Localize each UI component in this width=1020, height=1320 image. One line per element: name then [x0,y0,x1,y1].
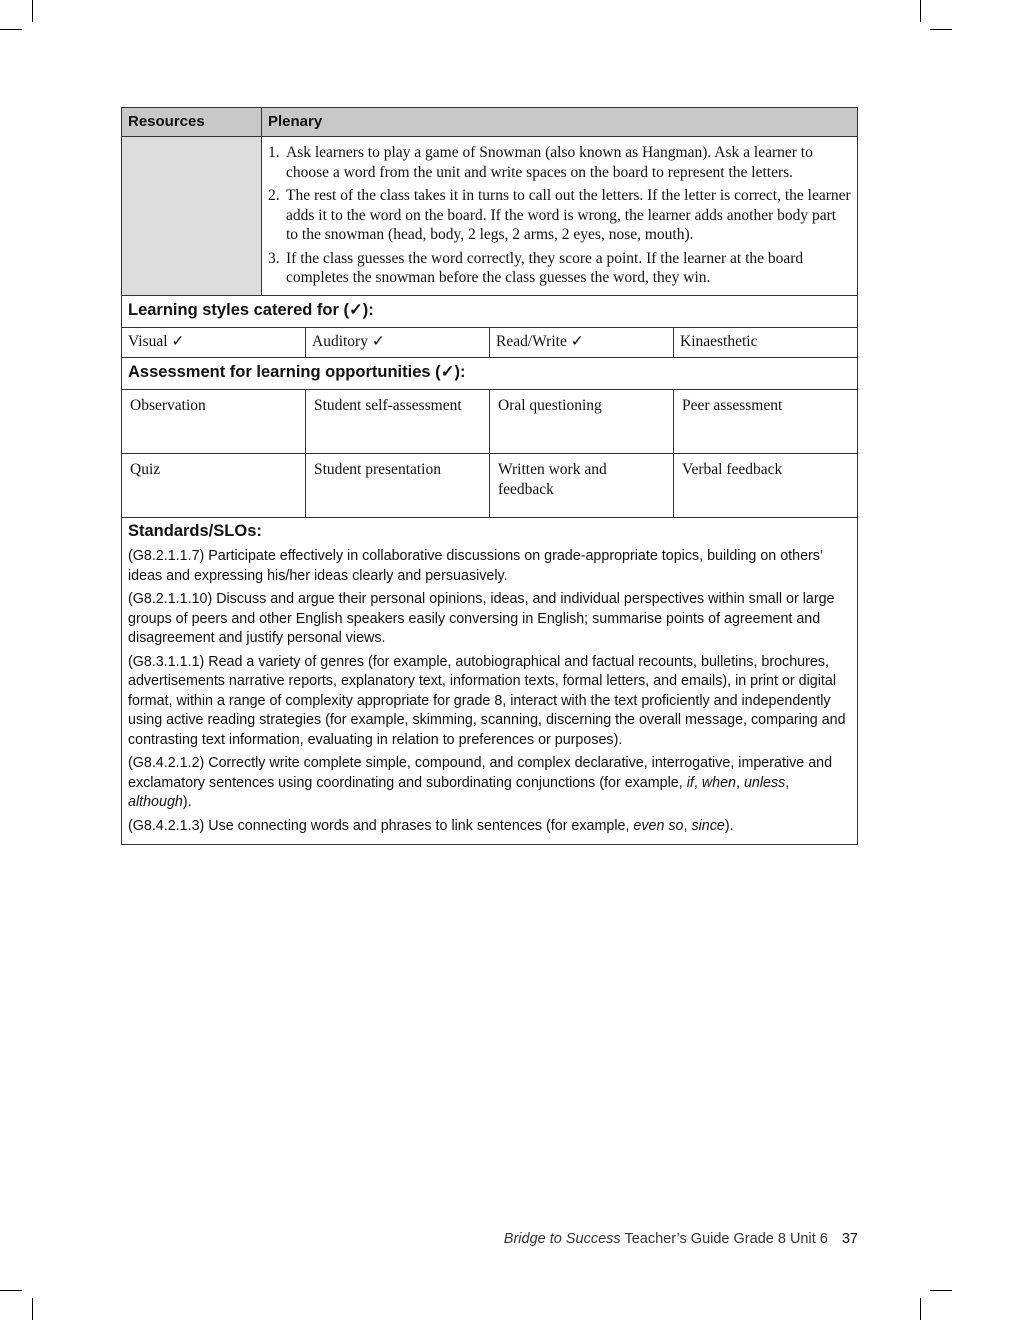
assessment-cell: Quiz [122,454,306,517]
standards-row [122,517,857,845]
standards-cell [122,518,857,845]
learning-styles-title: Learning styles catered for (✓): [128,300,374,319]
standard-text: ). [724,817,734,834]
crop-mark [0,1290,22,1291]
resources-cell [122,137,262,295]
lesson-table [121,107,858,845]
resources-header: Resources [122,108,262,136]
example-word: when [701,774,736,791]
crop-mark [0,29,22,30]
plenary-list [268,143,851,288]
plenary-cell [262,137,857,295]
learning-styles-title-row [122,295,857,327]
assessment-cell: Written work and feedback [490,454,674,517]
assessment-title-row [122,357,857,389]
assessment-cell: Verbal feedback [682,460,783,478]
style-auditory: Auditory ✓ [306,328,490,357]
learning-styles-row [122,327,857,357]
example-word: even so [633,817,684,834]
standard-item: (G8.2.1.1.10) Discuss and argue their personal opinions, ideas, and individual perspectives within small or large groups of peers and other English speakers easily conversing in English; summarise points of agreement and disagreement and justify personal views. [128,591,835,646]
item-text: The rest of the class takes it in turns to call out the letters. If the letter is correct, the learner adds it to the word on the board. If the word is wrong, the learner adds another body part to the snowman (head, body, 2 legs, 2 arms, 2 eyes, nose, mouth). [286,187,851,243]
item-text: If the class guesses the word correctly, they score a point. If the learner at the board completes the snowman before the class guesses the word, they win. [286,249,804,286]
example-word: although [128,794,183,810]
page-footer [504,1231,858,1247]
style-visual: Visual ✓ [122,328,306,357]
crop-mark [920,0,921,22]
standard-item: (G8.2.1.1.7) Participate effectively in collaborative discussions on grade-appropriate topics, building on others’ ideas and expressing his/her ideas clearly and persuasively. [128,548,823,584]
crop-mark [32,1298,33,1320]
item-number: 2. [268,187,280,204]
standards-title: Standards/SLOs: [128,521,262,540]
item-text: Ask learners to play a game of Snowman (also known as Hangman). Ask a learner to choose a word from the unit and write spaces on the board to represent the letters. [286,144,813,181]
assessment-row [122,453,857,517]
item-number: 3. [268,249,280,267]
standard-text: (G8.4.2.1.3) Use connecting words and phrases to link sentences (for example, [128,817,634,834]
plenary-header: Plenary [262,108,857,136]
standard-item: (G8.4.2.1.3) Use connecting words and phrases to link sentences (for example, even so, since). [128,817,734,834]
assessment-cell: Student self-assessment [306,390,490,453]
standard-text: ). [182,794,192,810]
example-word: since [691,817,725,834]
list-item [268,249,851,288]
item-number: 1. [268,144,280,161]
style-read-write: Read/Write ✓ [490,328,674,357]
list-item [268,143,851,182]
crop-mark [930,29,952,30]
assessment-cell: Observation [122,390,306,453]
assessment-cell: Peer assessment [682,396,783,414]
footer-subtitle: Teacher’s Guide Grade 8 Unit 6 [624,1231,828,1247]
table-header-row [122,108,857,136]
assessment-cell: Student presentation [306,454,490,517]
standard-item: (G8.3.1.1.1) Read a variety of genres (for example, autobiographical and factual recounts, bulletins, brochures, advertisements narrative reports, explanatory text, information texts, formal letters, and emails), in print or digital format, within a range of complexity appropriate for grade 8, interact with the text proficiently and independently using active reading strategies (for example, skimming, scanning, discerning the overall message, comparing and contrasting text information, evaluating in relation to preferences or purposes). [128,653,846,748]
book-title: Bridge to Success [503,1231,621,1247]
assessment-row [122,389,857,453]
example-word: if [686,774,694,791]
list-item [268,186,851,245]
plenary-row [122,136,857,295]
page-number: 37 [841,1231,858,1247]
assessment-cell: Oral questioning [490,390,674,453]
standard-text: (G8.4.2.1.2) Correctly write complete simple, compound, and complex declarative, interrogative, imperative and exclamatory sentences using coordinating and subordinating conjunctions (for example, [128,755,833,791]
example-word: unless [743,774,786,791]
standard-item: (G8.4.2.1.2) Correctly write complete simple, compound, and complex declarative, interrogative, imperative and exclamatory sentences using coordinating and subordinating conjunctions (for example, if, when, unless, although). [128,755,833,810]
style-kinaesthetic: Kinaesthetic [680,332,758,350]
assessment-title: Assessment for learning opportunities (✓): [128,362,466,381]
crop-mark [930,1290,952,1291]
crop-mark [32,0,33,22]
crop-mark [920,1298,921,1320]
